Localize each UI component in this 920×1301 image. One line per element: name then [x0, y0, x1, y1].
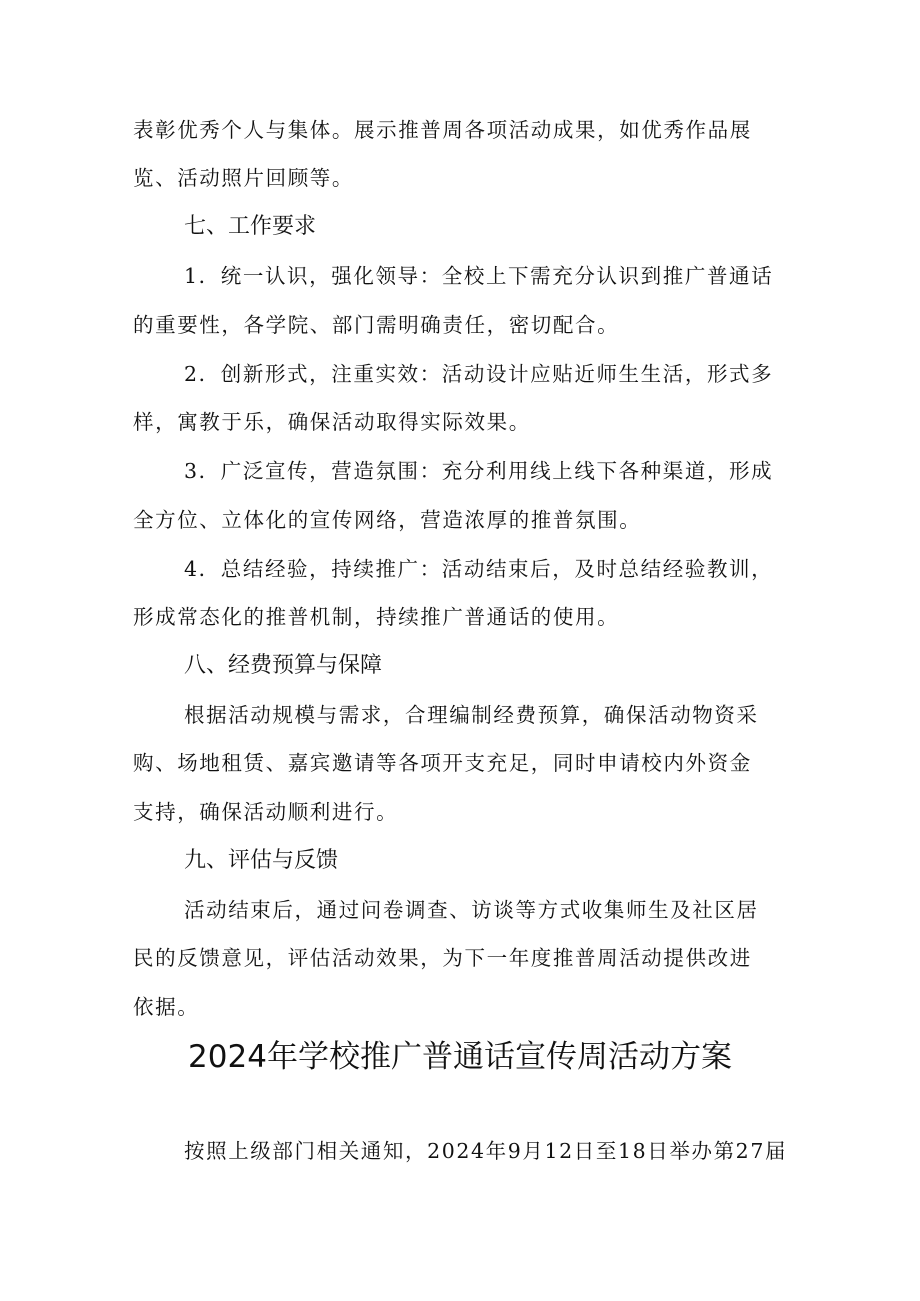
section-heading-7: 七、工作要求: [184, 214, 317, 239]
section-heading-8: 八、经费预算与保障: [184, 653, 383, 678]
paragraph-line: 览、活动照片回顾等。: [133, 166, 354, 190]
paragraph-line: 表彰优秀个人与集体。展示推普周各项活动成果，如优秀作品展: [133, 118, 752, 142]
requirement-item-2: 2．创新形式，注重实效：活动设计应贴近师生生活，形式多: [184, 362, 774, 386]
paragraph-line: 购、场地租赁、嘉宾邀请等各项开支充足，同时申请校内外资金: [133, 751, 752, 775]
requirement-item-4: 4．总结经验，持续推广：活动结束后，及时总结经验教训，: [184, 557, 774, 581]
paragraph-line: 活动结束后，通过问卷调查、访谈等方式收集师生及社区居: [184, 898, 759, 922]
paragraph-line: 按照上级部门相关通知，2024年9月12日至18日举办第27届: [184, 1139, 788, 1163]
paragraph-line: 支持，确保活动顺利进行。: [133, 800, 399, 824]
paragraph-line: 依据。: [133, 995, 200, 1019]
paragraph-line: 根据活动规模与需求，合理编制经费预算，确保活动物资采: [184, 703, 759, 727]
document-title: 2024年学校推广普通话宣传周活动方案: [188, 1039, 732, 1075]
requirement-item-1: 1．统一认识，强化领导：全校上下需充分认识到推广普通话: [184, 264, 774, 288]
requirement-item-1-cont: 的重要性，各学院、部门需明确责任，密切配合。: [133, 313, 620, 337]
requirement-item-2-cont: 样，寓教于乐，确保活动取得实际效果。: [133, 410, 531, 434]
paragraph-line: 民的反馈意见，评估活动效果，为下一年度推普周活动提供改进: [133, 946, 752, 970]
requirement-item-3: 3．广泛宣传，营造氛围：充分利用线上线下各种渠道，形成: [184, 459, 774, 483]
section-heading-9: 九、评估与反馈: [184, 848, 339, 873]
requirement-item-3-cont: 全方位、立体化的宣传网络，营造浓厚的推普氛围。: [133, 508, 642, 532]
requirement-item-4-cont: 形成常态化的推普机制，持续推广普通话的使用。: [133, 605, 620, 629]
